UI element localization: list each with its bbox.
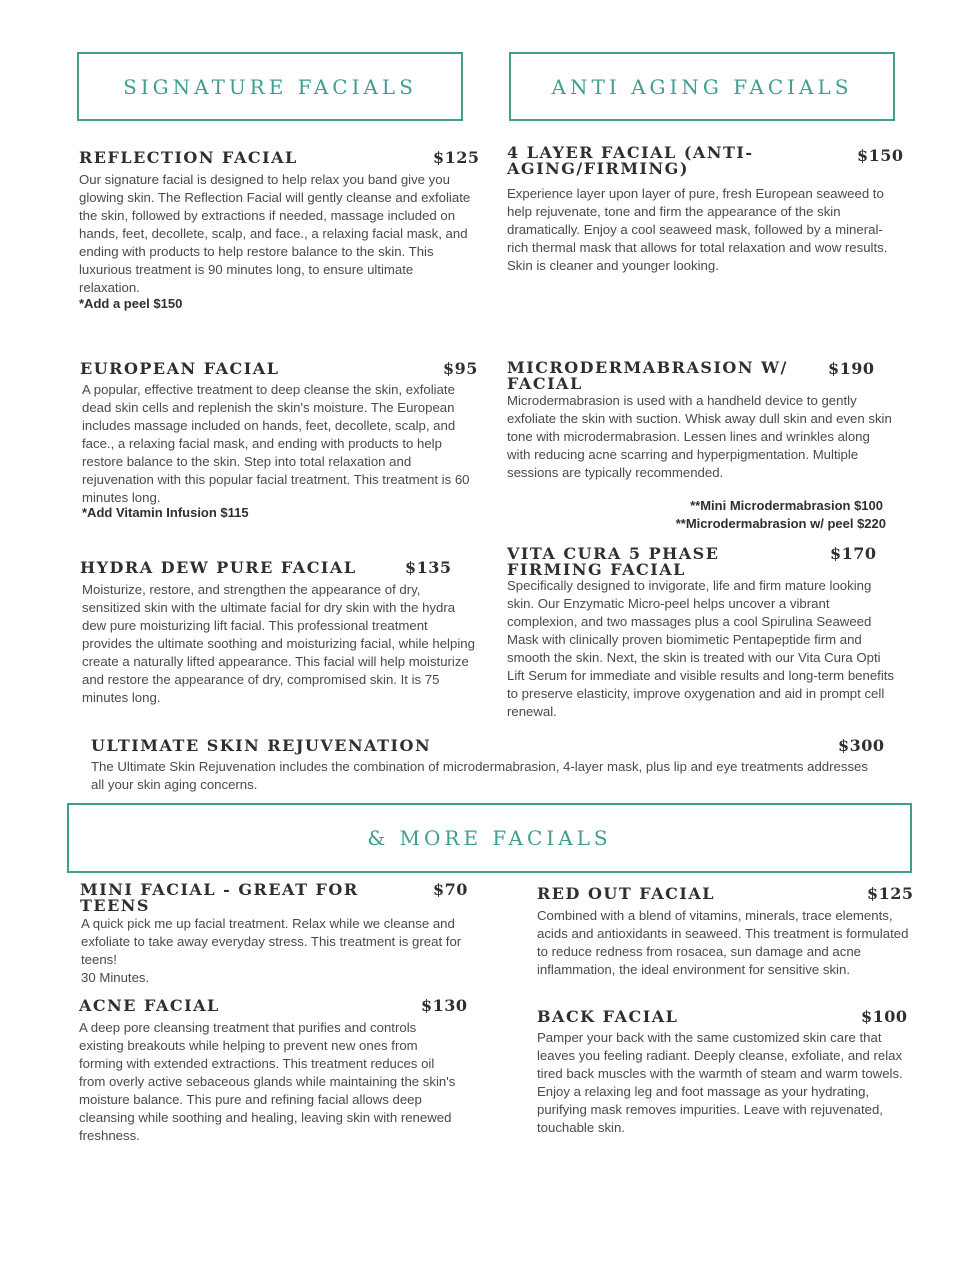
item-addon-note: **Mini Microdermabrasion $100 — [690, 498, 883, 513]
item-title: 4 LAYER FACIAL (ANTI-AGING/FIRMING) — [507, 143, 754, 178]
section-title: SIGNATURE FACIALS — [123, 74, 417, 99]
hydra-dew-facial-item — [80, 560, 480, 710]
reflection-facial-item — [79, 150, 479, 315]
signature-facials-header — [77, 52, 463, 121]
item-description: Pamper your back with the same customized skin care that leaves you feeling radiant. Deeply cleanse, exfoliate, and relax tired back muscles with the warmth of steam and warm towels. Enjoy a relaxing leg and foot massage as your hydrating, purifying mask removes impurities. Leave with rejuvenated, touchable skin. — [537, 1030, 903, 1135]
section-title: & MORE FACIALS — [367, 826, 612, 850]
four-layer-facial-item — [507, 145, 907, 295]
item-description: Our signature facial is designed to help relax you band give you glowing skin. The Reflection Facial will gently cleanse and exfoliate the skin, followed by extractions if needed, massage included on hands, feet, decollete, scalp, and face., a relaxing facial mask, and ending with products to help restore balance to the skin. This luxurious treatment is 90 minutes long, to ensure ultimate relaxation. — [79, 172, 471, 295]
item-title: BACK FACIAL — [537, 1007, 679, 1026]
item-title: HYDRA DEW PURE FACIAL — [80, 558, 357, 577]
item-price: $135 — [405, 558, 452, 577]
item-description: Specifically designed to invigorate, life and firm mature looking skin. Our Enzymatic Micro-peel helps uncover a vibrant complexion, and two massages plus a cool Spirulina Seaweed Mask with clinically proven biomimetic Pentapeptide firm and smooth the skin. Next, the skin is treated with our Vita Cura Opti Lift Serum for immediate and visible results and long-term benefits to preserve elasticity, improve oxygenation and aid in prompt cell renewal. — [507, 578, 895, 719]
item-description: A quick pick me up facial treatment. Relax while we cleanse and exfoliate to take away everyday stress. This treatment is great for teens! — [81, 916, 462, 967]
item-title: ACNE FACIAL — [79, 996, 220, 1015]
anti-aging-facials-header — [509, 52, 895, 121]
item-price: $150 — [857, 146, 904, 165]
european-facial-item — [80, 361, 480, 526]
item-title: RED OUT FACIAL — [537, 884, 716, 903]
vita-cura-facial-item — [507, 546, 907, 726]
red-out-facial-item — [537, 886, 917, 1001]
item-price: $70 — [433, 880, 468, 899]
item-description: Experience layer upon layer of pure, fresh European seaweed to help rejuvenate, tone and firm the appearance of the skin dramatically. Enjoy a cool seaweed mask, followed by a mineral-rich thermal mask that allows for total relaxation and wow results. Skin is cleaner and younger looking. — [507, 186, 888, 273]
item-price: $125 — [433, 148, 480, 167]
item-description: A popular, effective treatment to deep cleanse the skin, exfoliate dead skin cells and replenish the skin's moisture. The European includes massage included on hands, feet, decollete, scalp, and face., a relaxing facial mask, and ending with products to help restore balance to the skin. Step into total relaxation and rejuvenation with this popular facial treatment. This treatment is 60 minutes long. — [82, 382, 470, 505]
mini-facial-item — [80, 882, 480, 987]
item-description: A deep pore cleansing treatment that purifies and controls existing breakouts while helping to prevent new ones from forming with extended extractions. This treatment reduces oil from overly active sebaceous glands while maintaining the skin's moisture balance. This pure and refining facial allows deep cleansing while soothing and healing, leaving skin with renewed freshness. — [79, 1020, 456, 1143]
item-title: MICRODERMABRASION W/ FACIAL — [507, 358, 788, 393]
item-description: Moisturize, restore, and strengthen the appearance of dry, sensitized skin with the ultimate facial for dry skin with the hydra dew pure moisturizing lift facial. This professional treatment provides the ultimate soothing and moisturizing facial, while helping create a naturally lifted appearance. This facial will help moisturize and restore the appearance of dry, compromised skin. It is 75 minutes long. — [82, 582, 475, 705]
item-description: Microdermabrasion is used with a handheld device to gently exfoliate the skin with suction. Whisk away dull skin and even skin tone with microdermabrasion. Lessen lines and wrinkles along with reducing acne scarring and hyperpigmentation. Multiple sessions are typically recommended. — [507, 393, 892, 480]
back-facial-item — [537, 1009, 917, 1144]
item-addon-note: *Add a peel $150 — [79, 296, 183, 311]
item-description: The Ultimate Skin Rejuvenation includes the combination of microdermabrasion, 4-layer mask, plus lip and eye treatments addresses all your skin aging concerns. — [91, 759, 868, 792]
ultimate-skin-rejuvenation-item — [91, 738, 891, 798]
item-price: $300 — [838, 736, 885, 755]
microdermabrasion-item — [507, 360, 897, 540]
section-title: ANTI AGING FACIALS — [551, 74, 853, 99]
item-price: $190 — [828, 359, 875, 378]
item-price: $95 — [443, 359, 478, 378]
item-price: $170 — [830, 544, 877, 563]
item-description: Combined with a blend of vitamins, minerals, trace elements, acids and antioxidants in seaweed. This treatment is formulated to reduce redness from rosacea, sun damage and acne inflammation, the ideal environment for sensitive skin. — [537, 908, 909, 977]
item-title: ULTIMATE SKIN REJUVENATION — [91, 736, 432, 755]
item-price: $130 — [421, 996, 468, 1015]
item-addon-note: *Add Vitamin Infusion $115 — [82, 505, 249, 520]
item-duration: 30 Minutes. — [81, 970, 150, 985]
acne-facial-item — [79, 998, 479, 1148]
item-title: REFLECTION FACIAL — [79, 148, 298, 167]
item-title: MINI FACIAL - GREAT FOR TEENS — [80, 880, 359, 915]
item-price: $125 — [867, 884, 914, 903]
item-title: EUROPEAN FACIAL — [80, 359, 280, 378]
item-title: VITA CURA 5 PHASE FIRMING FACIAL — [507, 544, 720, 579]
item-price: $100 — [861, 1007, 908, 1026]
item-addon-note: **Microdermabrasion w/ peel $220 — [675, 516, 886, 531]
more-facials-header — [67, 803, 912, 873]
